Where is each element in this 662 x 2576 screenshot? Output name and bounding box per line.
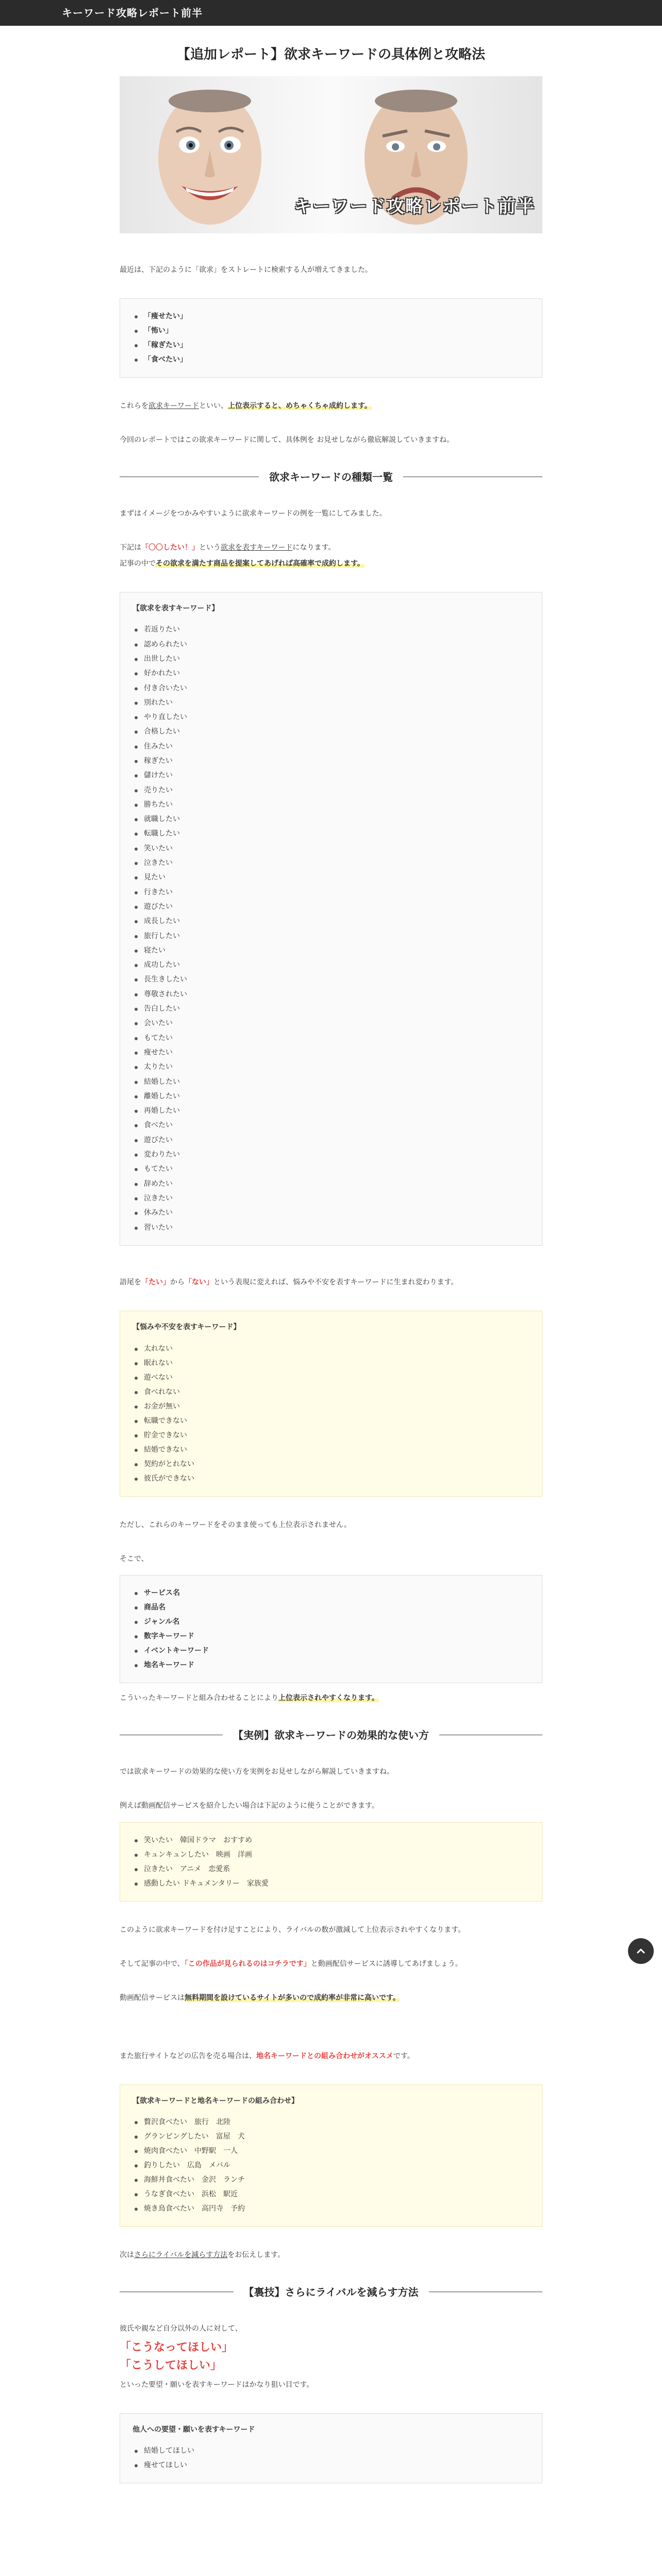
list-item: 泣きたい xyxy=(133,856,529,870)
list-item: 商品名 xyxy=(133,1600,529,1615)
list-item: 笑いたい 韓国ドラマ おすすめ xyxy=(133,1833,529,1848)
list-item: 結婚したい xyxy=(133,1075,529,1089)
paragraph: 動画配信サービスは無料期間を設けているサイトが多いので成約率が非常に高いです。 xyxy=(120,1994,400,2003)
article xyxy=(120,26,542,2483)
list-item: 泣きたい xyxy=(133,1191,529,1206)
list-item: イベントキーワード xyxy=(133,1643,529,1658)
list-item: 認められたい xyxy=(133,637,529,652)
report-intro-text: 今回のレポートではこの欲求キーワードに関して、具体例を お見せしながら徹底解説していきますね。 xyxy=(120,436,454,445)
list-item: 感動したい ドキュメンタリー 家族愛 xyxy=(133,1876,529,1891)
list-item: 行きたい xyxy=(133,885,529,900)
reduce-rivals-link[interactable]: さらにライバルを減らす方法 xyxy=(134,2251,228,2260)
paragraph: 例えば動画配信サービスを紹介したい場合は下記のように使うことができます。 xyxy=(120,1802,379,1810)
list-item: 遊べない xyxy=(133,1370,529,1385)
paragraph: 記事の中でその欲求を満たす商品を提案してあげれば高確率で成約します。 xyxy=(120,559,365,568)
wants-keyword-box xyxy=(120,592,542,1246)
list-item: 好かれたい xyxy=(133,666,529,681)
box-title: 【欲求キーワードと地名キーワードの組み合わせ】 xyxy=(133,2097,299,2106)
list-item: 寝たい xyxy=(133,943,529,958)
paragraph: こういったキーワードと組み合わせることにより上位表示されやすくなります。 xyxy=(120,1694,379,1703)
list-item: 「怖い」 xyxy=(133,324,529,338)
paragraph: では欲求キーワードの効果的な使い方を実例をお見せしながら解説していきますね。 xyxy=(120,1767,394,1776)
list-item: 眠れない xyxy=(133,1356,529,1370)
list-item: 太れない xyxy=(133,1342,529,1356)
list-item: やり直したい xyxy=(133,710,529,724)
list-item: もてたい xyxy=(133,1031,529,1045)
list-item: 転職したい xyxy=(133,826,529,841)
list-item: 「稼ぎたい」 xyxy=(133,338,529,352)
paragraph: 次はさらにライバルを減らす方法をお伝えします。 xyxy=(120,2251,285,2260)
combine-keyword-list xyxy=(133,1586,529,1672)
box-title: 他人への要望・願いを表すキーワード xyxy=(133,2426,255,2434)
list-item: 合格したい xyxy=(133,724,529,739)
list-item: 数字キーワード xyxy=(133,1629,529,1643)
list-item: お金が無い xyxy=(133,1399,529,1414)
list-item: 契約がとれない xyxy=(133,1457,529,1471)
list-item: 地名キーワード xyxy=(133,1658,529,1672)
section-heading: 【実例】欲求キーワードの効果的な使い方 xyxy=(120,1727,542,1743)
list-item: ジャンル名 xyxy=(133,1615,529,1629)
list-item: 付き合いたい xyxy=(133,681,529,696)
section-heading: 欲求キーワードの種類一覧 xyxy=(120,469,542,485)
paragraph: ただし、これらのキーワードをそのまま使っても上位表示されません。 xyxy=(120,1520,351,1529)
list-item: 遊びたい xyxy=(133,1133,529,1147)
worries-keyword-box xyxy=(120,1311,542,1496)
travel-keyword-list xyxy=(133,2115,529,2216)
list-item: 休みたい xyxy=(133,1206,529,1220)
video-examples-box xyxy=(120,1822,542,1902)
list-item: 成功したい xyxy=(133,958,529,972)
site-title-link[interactable]: キーワード攻略レポート前半 xyxy=(62,7,203,19)
list-item: 売りたい xyxy=(133,783,529,798)
list-item: 笑いたい xyxy=(133,841,529,856)
quote-text: 「こうしてほしい」 xyxy=(120,2359,222,2372)
list-item: 成長したい xyxy=(133,914,529,928)
list-item: 再婚したい xyxy=(133,1104,529,1118)
list-item: 「痩せたい」 xyxy=(133,309,529,324)
list-item: 出世したい xyxy=(133,652,529,666)
paragraph: このように欲求キーワードを付け足すことにより、ライバルの数が激減して上位表示されやすくなります。 xyxy=(120,1925,466,1934)
video-keyword-list xyxy=(133,1833,529,1891)
paragraph: そして記事の中で、「この作品が見られるのはコチラです」と動画配信サービスに誘導してあげましょう。 xyxy=(120,1959,462,1968)
paragraph: そこで、 xyxy=(120,1554,148,1563)
list-item: 儲けたい xyxy=(133,768,529,783)
scroll-to-top-button[interactable] xyxy=(628,1938,654,1964)
requests-keyword-box xyxy=(120,2413,542,2483)
desire-keyword-definition: これらを欲求キーワードといい、上位表示すると、めちゃくちゃ成約します。 xyxy=(120,401,372,410)
worries-keyword-list xyxy=(133,1342,529,1486)
list-item: 彼氏ができない xyxy=(133,1471,529,1486)
paragraph: 彼氏や親など自分以外の人に対して、 xyxy=(120,2324,242,2333)
list-item: 海鮮丼食べたい 金沢 ランチ xyxy=(133,2173,529,2187)
paragraph: といった要望・願いを表すキーワードはかなり狙い目です。 xyxy=(120,2380,314,2389)
desire-examples-box xyxy=(120,298,542,378)
list-item: 住みたい xyxy=(133,739,529,754)
list-item: グランピングしたい 富屋 犬 xyxy=(133,2129,529,2144)
paragraph: 語尾を「たい」から「ない」という表現に変えれば、悩みや不安を表すキーワードに生まれ変わります。 xyxy=(120,1278,458,1286)
list-item: 告白したい xyxy=(133,1002,529,1016)
list-item: 泣きたい アニメ 恋愛系 xyxy=(133,1862,529,1876)
combine-keyword-box xyxy=(120,1575,542,1683)
list-item: うなぎ食べたい 浜松 駅近 xyxy=(133,2187,529,2201)
chevron-up-icon xyxy=(636,1946,646,1956)
list-item: キュンキュンしたい 映画 洋画 xyxy=(133,1848,529,1862)
desire-keyword-link[interactable]: 欲求を表すキーワード xyxy=(221,544,293,552)
list-item: 長生きしたい xyxy=(133,972,529,987)
list-item: 「食べたい」 xyxy=(133,352,529,367)
list-item: 転職できない xyxy=(133,1414,529,1428)
list-item: 旅行したい xyxy=(133,929,529,943)
list-item: 痩せたい xyxy=(133,1045,529,1060)
list-item: 贅沢食べたい 旅行 北陸 xyxy=(133,2115,529,2129)
list-item: 変わりたい xyxy=(133,1147,529,1162)
desire-keyword-link[interactable]: 欲求キーワード xyxy=(148,401,199,410)
quote-text: 「こうなってほしい」 xyxy=(120,2341,234,2354)
list-item: 別れたい xyxy=(133,696,529,710)
paragraph: また旅行サイトなどの広告を売る場合は、地名キーワードとの組み合わせがオススメです。 xyxy=(120,2052,415,2060)
hero-caption: キーワード攻略レポート前半 xyxy=(294,196,535,217)
list-item: 貯金できない xyxy=(133,1428,529,1443)
list-item: 尊敬されたい xyxy=(133,987,529,1002)
travel-examples-box xyxy=(120,2084,542,2227)
list-item: 焼肉食べたい 中野駅 一人 xyxy=(133,2144,529,2158)
list-item: サービス名 xyxy=(133,1586,529,1600)
list-item: 焼き鳥食べたい 高円寺 予約 xyxy=(133,2201,529,2216)
grinning-face-illustration xyxy=(145,80,274,233)
site-header xyxy=(0,0,662,26)
paragraph: 下記は「〇〇したい！」という欲求を表すキーワードになります。 xyxy=(120,544,336,552)
list-item: 食べたい xyxy=(133,1118,529,1132)
list-item: 釣りしたい 広島 メバル xyxy=(133,2158,529,2173)
box-title: 【悩みや不安を表すキーワード】 xyxy=(133,1323,241,1332)
list-item: 若返りたい xyxy=(133,622,529,637)
article-title: 【追加レポート】欲求キーワードの具体例と攻略法 xyxy=(176,47,485,62)
list-item: 離婚したい xyxy=(133,1089,529,1104)
list-item: 勝ちたい xyxy=(133,798,529,812)
list-item: 痩せてほしい xyxy=(133,2458,529,2472)
section-heading: 【裏技】さらにライバルを減らす方法 xyxy=(120,2284,542,2300)
list-item: 遊びたい xyxy=(133,900,529,914)
list-item: 辞めたい xyxy=(133,1177,529,1191)
list-item: 見たい xyxy=(133,870,529,885)
intro-text: 最近は、下記のように「欲求」をストレートに検索する人が増えてきました。 xyxy=(120,265,372,274)
paragraph: まずはイメージをつかみやすいように欲求キーワードの例を一覧にしてみました。 xyxy=(120,509,387,518)
list-item: 就職したい xyxy=(133,812,529,826)
list-item: 太りたい xyxy=(133,1060,529,1074)
wants-keyword-list xyxy=(133,622,529,1234)
box-title: 【欲求を表すキーワード】 xyxy=(133,604,219,613)
requests-keyword-list xyxy=(133,2444,529,2472)
list-item: 結婚できない xyxy=(133,1443,529,1457)
list-item: 結婚してほしい xyxy=(133,2444,529,2458)
hero-image xyxy=(120,76,542,233)
list-item: 稼ぎたい xyxy=(133,754,529,768)
list-item: もてたい xyxy=(133,1162,529,1176)
list-item: 習いたい xyxy=(133,1221,529,1235)
list-item: 会いたい xyxy=(133,1016,529,1030)
list-item: 食べれない xyxy=(133,1385,529,1399)
